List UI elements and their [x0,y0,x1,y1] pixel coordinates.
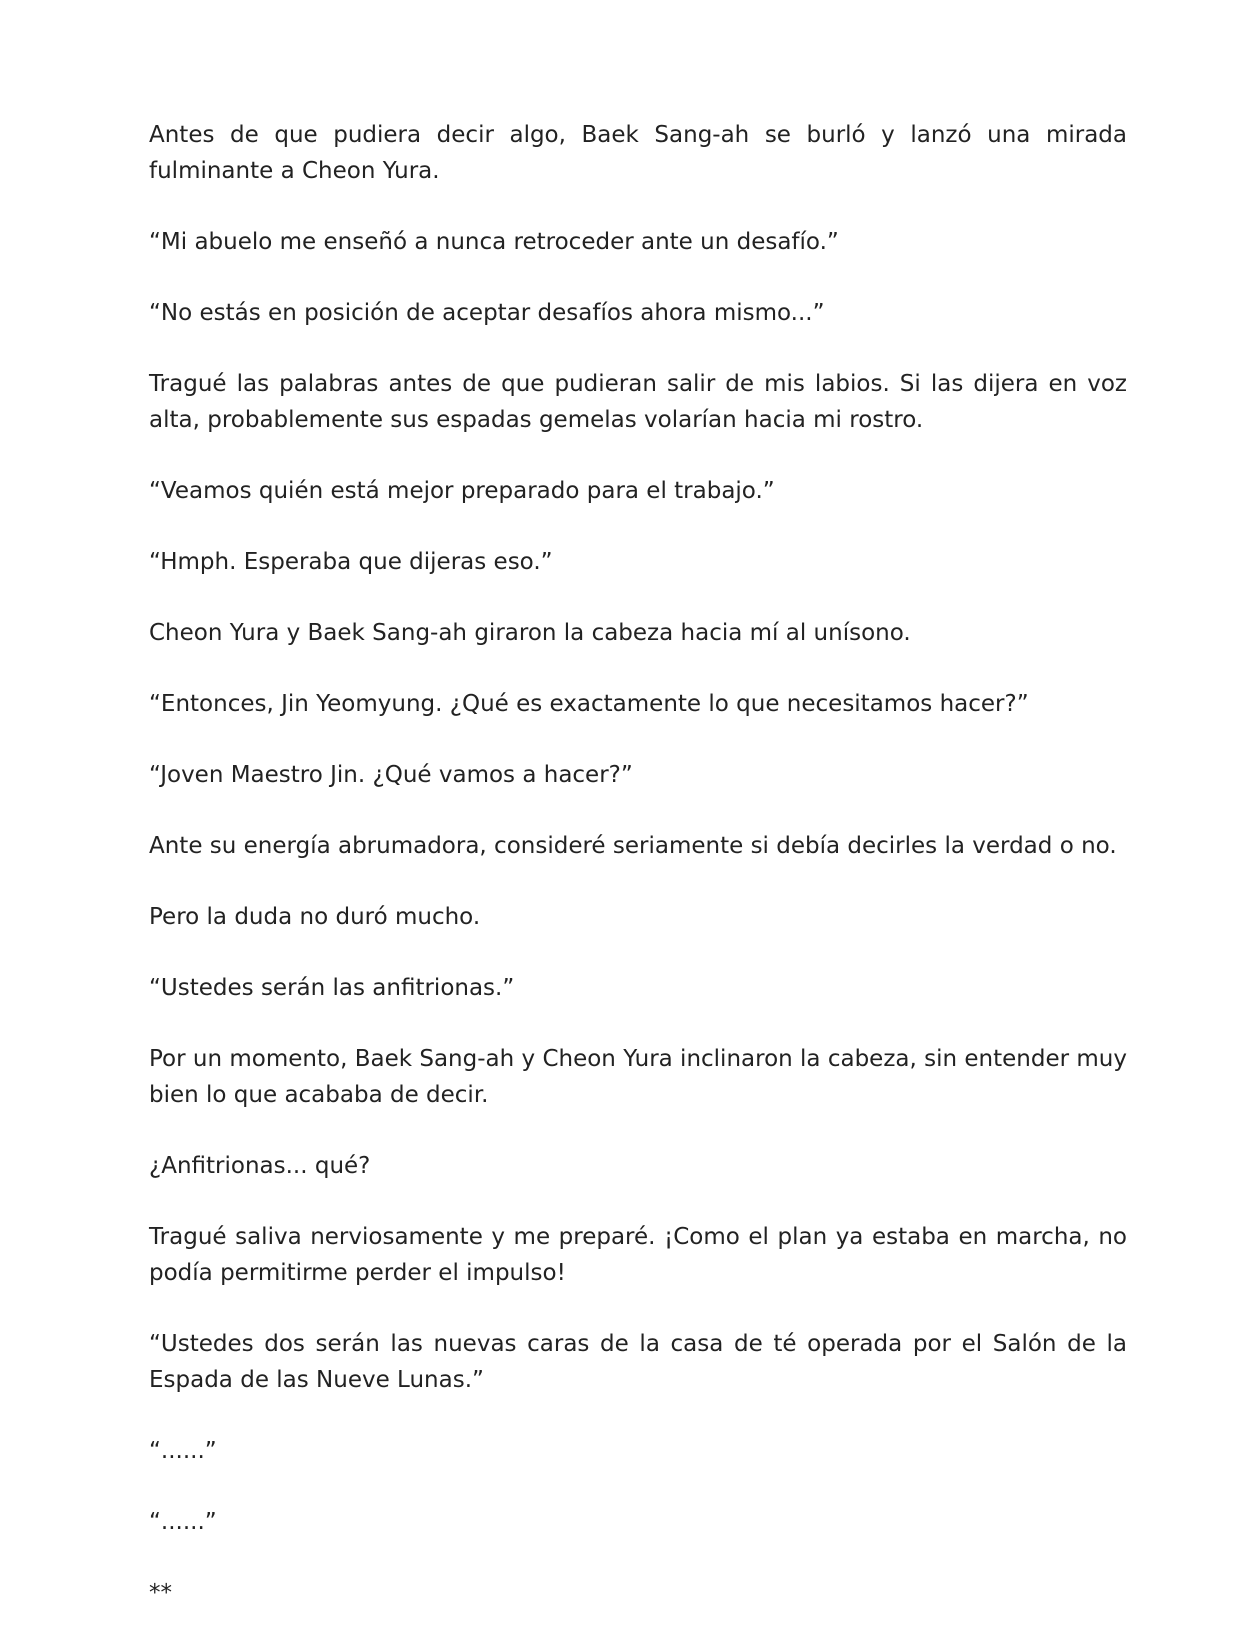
paragraph-10: Ante su energía abrumadora, consideré seriamente si debía decirles la verdad o no. [149,833,1117,859]
scene-break: ** [149,1580,172,1606]
paragraph-17: “......” [149,1438,217,1464]
paragraph-12: “Ustedes serán las anfitrionas.” [149,975,515,1001]
paragraph-16: “Ustedes dos serán las nuevas caras de la casa de té operada por el Salón de la Espada de las Nueve Lunas.” [149,1331,1127,1393]
paragraph-8: “Entonces, Jin Yeomyung. ¿Qué es exactamente lo que necesitamos hacer?” [149,691,1029,717]
paragraph-9: “Joven Maestro Jin. ¿Qué vamos a hacer?” [149,762,633,788]
paragraph-15: Tragué saliva nerviosamente y me preparé. ¡Como el plan ya estaba en marcha, no podía permitirme perder el impulso! [149,1224,1127,1286]
paragraph-1: Antes de que pudiera decir algo, Baek Sang-ah se burló y lanzó una mirada fulminante a Cheon Yura. [149,122,1127,184]
paragraph-2: “Mi abuelo me enseñó a nunca retroceder ante un desafío.” [149,229,839,255]
paragraph-4: Tragué las palabras antes de que pudieran salir de mis labios. Si las dijera en voz alta, probablemente sus espadas gemelas volarían hacia mi rostro. [149,371,1127,433]
paragraph-3: “No estás en posición de aceptar desafíos ahora mismo...” [149,300,825,326]
paragraph-13: Por un momento, Baek Sang-ah y Cheon Yura inclinaron la cabeza, sin entender muy bien lo que acababa de decir. [149,1046,1127,1108]
paragraph-5: “Veamos quién está mejor preparado para el trabajo.” [149,478,775,504]
document-body [149,117,1127,1646]
paragraph-7: Cheon Yura y Baek Sang-ah giraron la cabeza hacia mí al unísono. [149,620,911,646]
paragraph-18: “......” [149,1509,217,1535]
paragraph-14: ¿Anfitrionas... qué? [149,1153,371,1179]
paragraph-6: “Hmph. Esperaba que dijeras eso.” [149,549,553,575]
paragraph-11: Pero la duda no duró mucho. [149,904,481,930]
